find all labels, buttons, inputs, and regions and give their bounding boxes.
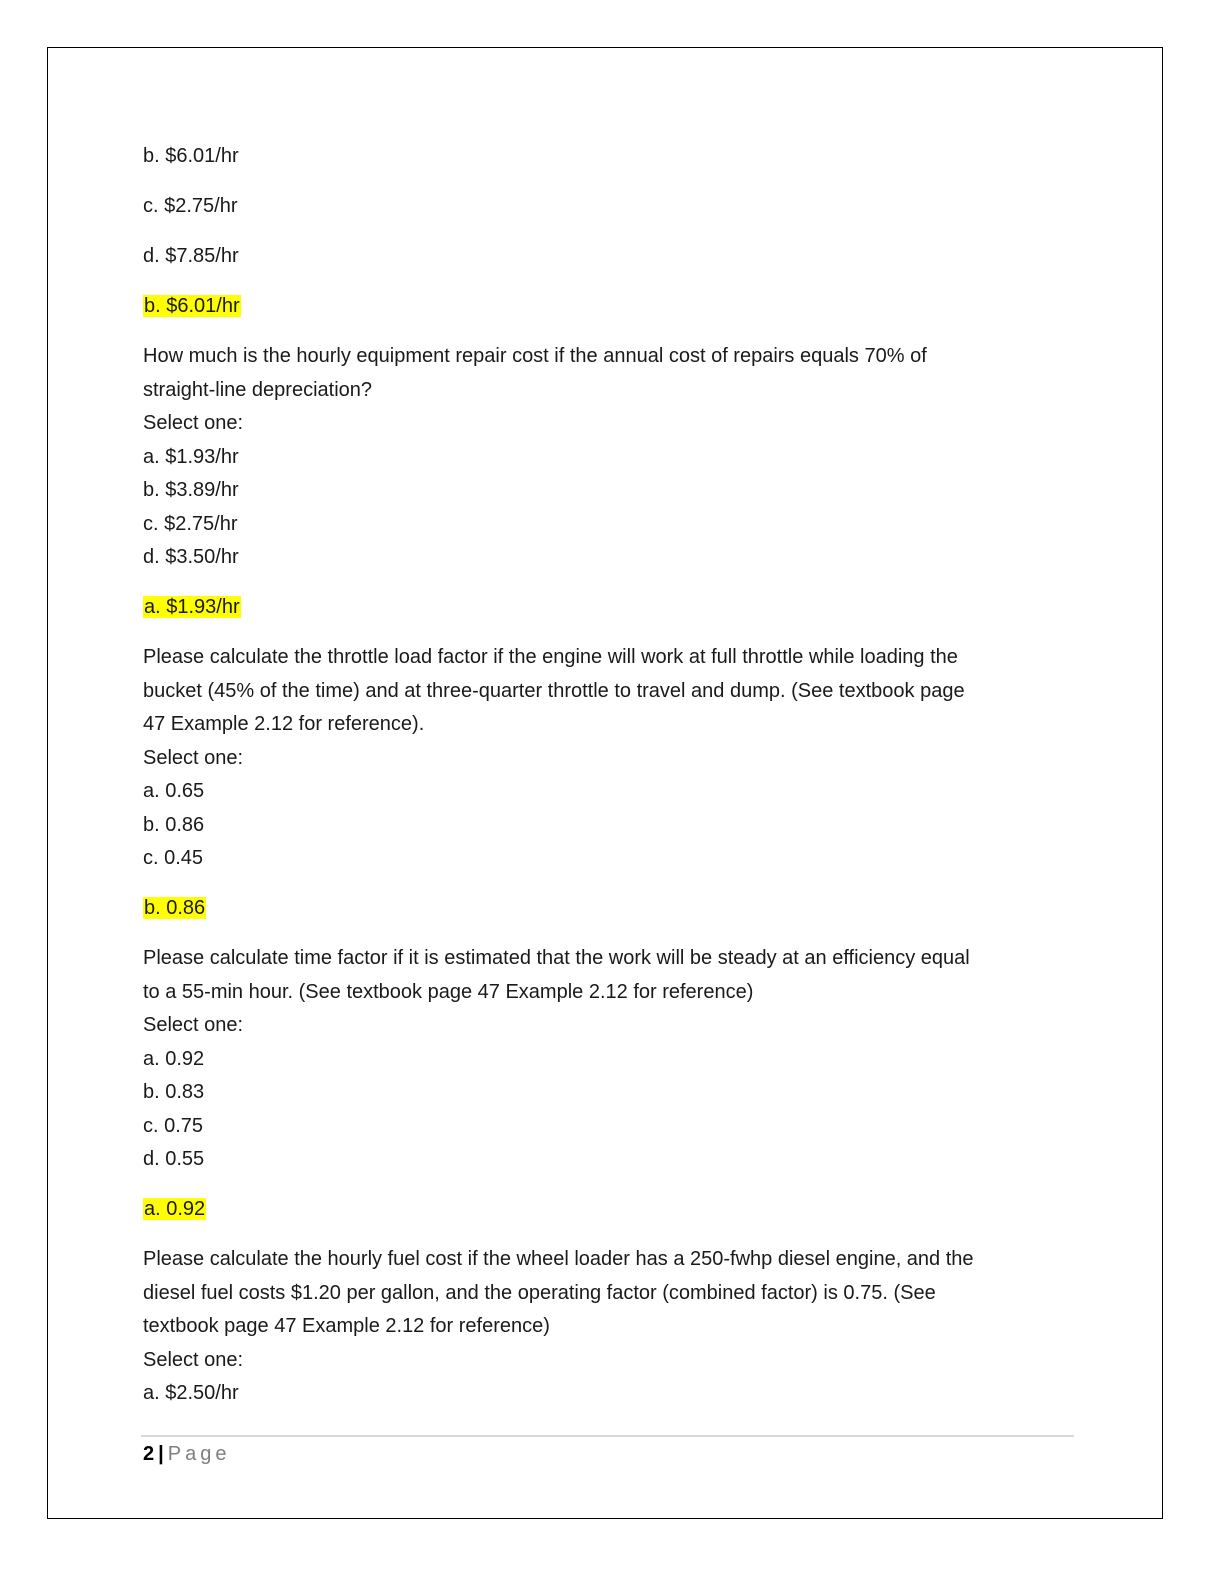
question-block-time-factor: [143, 942, 1073, 1177]
question-text: textbook page 47 Example 2.12 for reference): [143, 1315, 550, 1337]
page-label: Page: [167, 1443, 231, 1465]
option-line: c. $2.75/hr: [143, 512, 238, 535]
option-line: a. 0.65: [143, 780, 205, 802]
select-one-label: Select one:: [143, 412, 244, 434]
option-line: d. $7.85/hr: [143, 245, 239, 267]
option-line: b. $3.89/hr: [143, 479, 239, 501]
question-text: diesel fuel costs $1.20 per gallon, and the operating factor (combined factor) is 0.75. (See: [143, 1281, 936, 1304]
question-text: 47 Example 2.12 for reference).: [143, 713, 425, 735]
option-line: a. $2.50/hr: [143, 1382, 239, 1404]
option-line: b. 0.83: [143, 1081, 205, 1103]
select-one-label: Select one:: [143, 1014, 244, 1036]
option-line: b. $6.01/hr: [143, 145, 239, 167]
option-line: a. $1.93/hr: [143, 445, 239, 468]
document-body: [143, 140, 1073, 1427]
option-line: a. 0.92: [143, 1047, 205, 1070]
answer-highlight: b. $6.01/hr: [144, 295, 240, 317]
question-text: straight-line depreciation?: [143, 378, 373, 401]
option-line: d. 0.55: [143, 1148, 205, 1170]
option-line: c. 0.75: [143, 1114, 204, 1137]
answer-highlight: a. $1.93/hr: [144, 596, 240, 618]
question-text: Please calculate time factor if it is estimated that the work will be steady at an efficiency equal: [143, 947, 970, 969]
answer-line: [143, 892, 1073, 926]
select-one-label: Select one:: [143, 1348, 244, 1371]
option-line: b. 0.86: [143, 813, 205, 836]
option-line: d. $3.50/hr: [143, 546, 239, 568]
option-line: c. 0.45: [143, 847, 204, 869]
answer-line: [143, 591, 1073, 625]
footer-separator: |: [158, 1443, 164, 1465]
question-text: bucket (45% of the time) and at three-quarter throttle to travel and dump. (See textbook page: [143, 679, 965, 702]
page-footer: [143, 1440, 230, 1468]
answer-highlight: b. 0.86: [144, 897, 206, 919]
answer-line: [143, 290, 1073, 324]
question-text: to a 55-min hour. (See textbook page 47 Example 2.12 for reference): [143, 980, 754, 1003]
page-number: 2: [143, 1443, 155, 1465]
question-block-repair-cost: [143, 340, 1073, 575]
question-text: Please calculate the throttle load factor if the engine will work at full throttle while loading the: [143, 646, 958, 668]
select-one-label: Select one:: [143, 746, 244, 769]
question-block-throttle-factor: [143, 641, 1073, 876]
footer-divider: [141, 1435, 1074, 1437]
option-line: c. $2.75/hr: [143, 195, 238, 217]
question-text: How much is the hourly equipment repair cost if the annual cost of repairs equals 70% of: [143, 345, 927, 367]
question-text: Please calculate the hourly fuel cost if the wheel loader has a 250-fwhp diesel engine, and the: [143, 1248, 974, 1270]
answer-highlight: a. 0.92: [144, 1198, 206, 1220]
answer-line: [143, 1193, 1073, 1227]
question-block-fuel-cost: [143, 1243, 1073, 1411]
